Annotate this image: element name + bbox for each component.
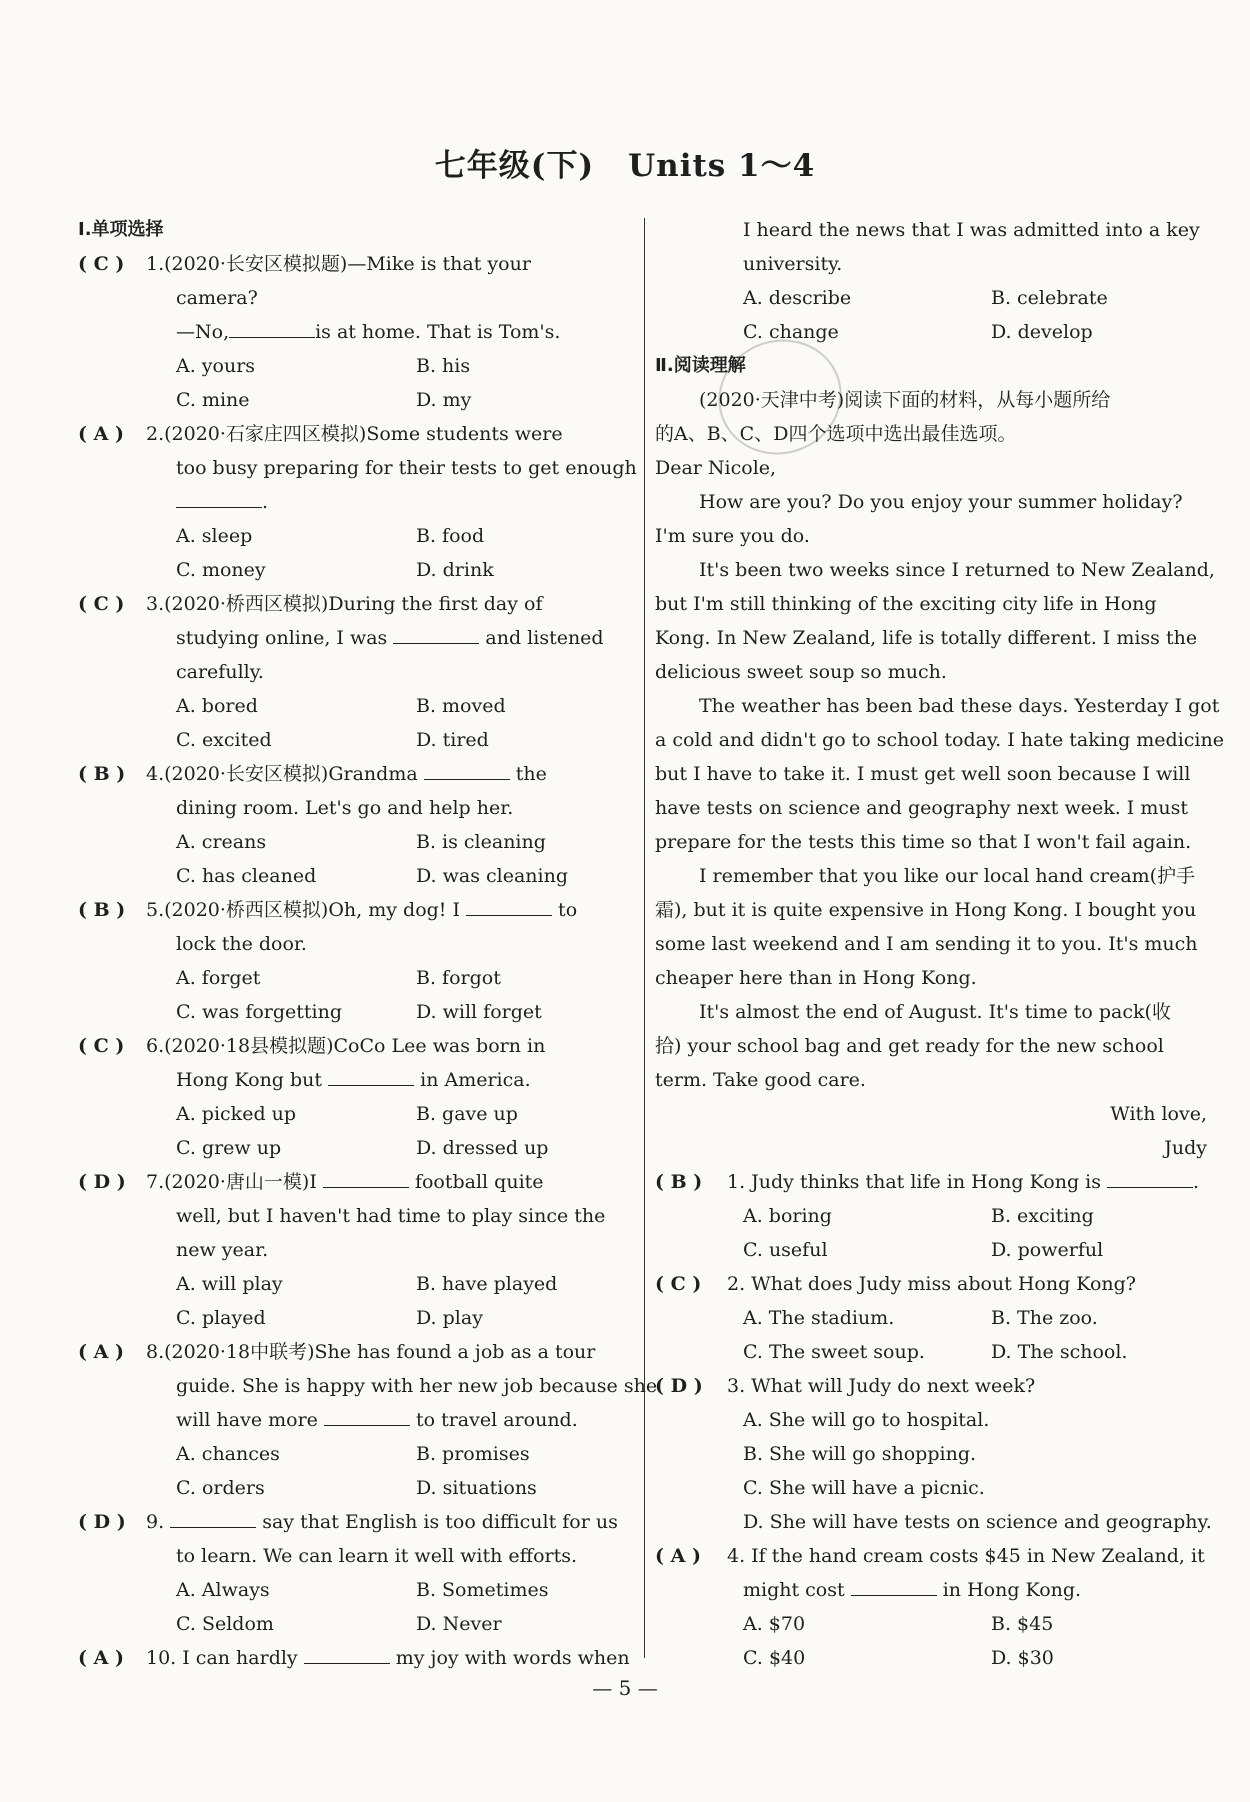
letter-line: have tests on science and geography next week. I must	[655, 797, 1188, 819]
letter-line: It's almost the end of August. It's time to pack(收	[699, 1001, 1171, 1023]
option-row	[78, 519, 633, 553]
answer-key: ( B )	[78, 763, 126, 785]
option: B. Sometimes	[416, 1579, 549, 1601]
option-row	[655, 1301, 1211, 1335]
option: D. play	[416, 1307, 483, 1329]
option-row	[78, 1471, 633, 1505]
letter-line: cheaper here than in Hong Kong.	[655, 967, 977, 989]
option-row	[655, 1199, 1211, 1233]
letter-line: term. Take good care.	[655, 1069, 866, 1091]
option: B. moved	[416, 695, 506, 717]
question-text: will have more	[176, 1409, 324, 1431]
letter-line: I remember that you like our local hand cream(护手	[699, 865, 1196, 887]
question-text: 3.(2020·桥西区模拟)During the first day of	[146, 593, 543, 615]
question-continuation: well, but I haven't had time to play since the	[176, 1205, 606, 1227]
answer-blank	[328, 1063, 414, 1086]
letter-line: Kong. In New Zealand, life is totally different. I miss the	[655, 627, 1198, 649]
option: D. my	[416, 389, 472, 411]
answer-key: ( C )	[78, 253, 125, 275]
option: D. $30	[991, 1647, 1054, 1669]
answer-blank	[1107, 1165, 1193, 1188]
option: D. tired	[416, 729, 489, 751]
question-continuation	[78, 621, 633, 655]
question-text: —No,	[176, 321, 230, 343]
answer-blank	[323, 1165, 409, 1188]
question-line	[655, 1539, 1211, 1573]
option-row	[78, 1437, 633, 1471]
question-continuation: too busy preparing for their tests to get enough	[176, 457, 637, 479]
answer-blank	[851, 1573, 937, 1596]
option-row	[78, 859, 633, 893]
option-row	[78, 1097, 633, 1131]
section-heading-choice: Ⅰ.单项选择	[78, 219, 164, 240]
option: A. boring	[743, 1205, 832, 1227]
question-text: 4.(2020·长安区模拟)Grandma	[146, 763, 424, 785]
option-row	[78, 383, 633, 417]
question-continuation	[78, 1063, 633, 1097]
option-row	[78, 1573, 633, 1607]
letter-line: The weather has been bad these days. Yesterday I got	[699, 695, 1220, 717]
question-continuation: D. She will have tests on science and geography.	[743, 1511, 1212, 1533]
option-row	[78, 825, 633, 859]
option: C. mine	[176, 389, 250, 411]
answer-key: ( C )	[655, 1273, 702, 1295]
option-row	[78, 689, 633, 723]
option: C. was forgetting	[176, 1001, 343, 1023]
letter-line: How are you? Do you enjoy your summer holiday?	[699, 491, 1183, 513]
question-text: 1.(2020·长安区模拟题)—Mike is that your	[146, 253, 531, 275]
units-title: Units 1～4	[628, 148, 816, 184]
answer-key: ( A )	[78, 1341, 124, 1363]
option: D. will forget	[416, 1001, 542, 1023]
question-continuation: lock the door.	[176, 933, 307, 955]
question-continuation: to learn. We can learn it well with efforts.	[176, 1545, 578, 1567]
question-continuation: carefully.	[176, 661, 264, 683]
question-continuation	[78, 1403, 633, 1437]
question-continuation: dining room. Let's go and help her.	[176, 797, 514, 819]
option-row	[655, 1335, 1211, 1369]
answer-blank	[176, 485, 262, 508]
option: A. bored	[176, 695, 258, 717]
question-continuation: B. She will go shopping.	[743, 1443, 977, 1465]
option: C. $40	[743, 1647, 806, 1669]
question-text: might cost	[743, 1579, 851, 1601]
option-row	[78, 349, 633, 383]
question-line	[655, 1369, 1211, 1403]
question-line	[78, 893, 633, 927]
option-row	[655, 1641, 1211, 1675]
question-line	[78, 587, 633, 621]
option: A. describe	[743, 287, 852, 309]
question-line	[78, 417, 633, 451]
page-title	[0, 140, 1250, 185]
letter-closing: With love,	[1110, 1103, 1207, 1125]
answer-key: ( D )	[78, 1511, 126, 1533]
question-text: 7.(2020·唐山一模)I	[146, 1171, 323, 1193]
question-line	[78, 1505, 633, 1539]
question-text: the	[509, 763, 547, 785]
letter-line: I'm sure you do.	[655, 525, 810, 547]
option: C. The sweet soup.	[743, 1341, 925, 1363]
answer-blank	[466, 893, 552, 916]
option-row	[78, 1267, 633, 1301]
option-row	[655, 1607, 1211, 1641]
option: B. The zoo.	[991, 1307, 1098, 1329]
option: A. chances	[176, 1443, 280, 1465]
question-text: 10. I can hardly	[146, 1647, 304, 1669]
question-text: my joy with words when	[389, 1647, 630, 1669]
option: D. drink	[416, 559, 494, 581]
question-text: 3. What will Judy do next week?	[727, 1375, 1036, 1397]
question-text: to	[552, 899, 578, 921]
answer-key: ( B )	[78, 899, 126, 921]
question-continuation	[655, 1573, 1211, 1607]
answer-key: ( A )	[655, 1545, 701, 1567]
question-continuation	[78, 315, 633, 349]
option: B. have played	[416, 1273, 558, 1295]
option: C. money	[176, 559, 266, 581]
answer-key: ( C )	[78, 593, 125, 615]
question-text: football quite	[408, 1171, 544, 1193]
answer-blank	[229, 315, 315, 338]
option: B. food	[416, 525, 485, 547]
letter-line: a cold and didn't go to school today. I hate taking medicine	[655, 729, 1224, 751]
option: C. excited	[176, 729, 272, 751]
question-text: 9.	[146, 1511, 171, 1533]
question-text: .	[1193, 1171, 1200, 1193]
letter-line: delicious sweet soup so much.	[655, 661, 947, 683]
question-text: and listened	[479, 627, 604, 649]
letter-line: It's been two weeks since I returned to New Zealand,	[699, 559, 1215, 581]
question-text: .	[262, 491, 269, 513]
letter-line: 拾) your school bag and get ready for the new school	[655, 1035, 1164, 1057]
question-text: 5.(2020·桥西区模拟)Oh, my dog! I	[146, 899, 467, 921]
option: A. Always	[176, 1579, 270, 1601]
option: D. situations	[416, 1477, 537, 1499]
question-text: 2.(2020·石家庄四区模拟)Some students were	[146, 423, 563, 445]
question-text: 2. What does Judy miss about Hong Kong?	[727, 1273, 1136, 1295]
question-text: to travel around.	[409, 1409, 578, 1431]
option: C. has cleaned	[176, 865, 317, 887]
option: C. useful	[743, 1239, 828, 1261]
question-text: 8.(2020·18中联考)She has found a job as a tour	[146, 1341, 596, 1363]
answer-key: ( B )	[655, 1171, 703, 1193]
option: D. powerful	[991, 1239, 1104, 1261]
question-text: Hong Kong but	[176, 1069, 329, 1091]
option: A. creans	[176, 831, 267, 853]
option: C. played	[176, 1307, 266, 1329]
answer-blank	[170, 1505, 256, 1528]
column-divider	[644, 218, 645, 1658]
question-text: 4. If the hand cream costs $45 in New Zealand, it	[727, 1545, 1205, 1567]
option: A. forget	[176, 967, 261, 989]
option: A. The stadium.	[743, 1307, 895, 1329]
option: B. celebrate	[991, 287, 1108, 309]
option: B. exciting	[991, 1205, 1094, 1227]
right-column	[655, 213, 1224, 1675]
option: A. picked up	[176, 1103, 297, 1125]
question-text: in America.	[414, 1069, 531, 1091]
answer-key: ( C )	[78, 1035, 125, 1057]
option: C. change	[743, 321, 839, 343]
grade-title: 七年级(下)	[434, 148, 595, 184]
question-line	[78, 1335, 633, 1369]
option: B. promises	[416, 1443, 530, 1465]
option: C. Seldom	[176, 1613, 274, 1635]
question-continuation: camera?	[176, 287, 258, 309]
option: B. is cleaning	[416, 831, 546, 853]
option: C. grew up	[176, 1137, 282, 1159]
letter-signature: Judy	[1164, 1137, 1207, 1159]
option: D. Never	[416, 1613, 502, 1635]
letter-line: 霜), but it is quite expensive in Hong Kong. I bought you	[655, 899, 1197, 921]
question-text: say that English is too difficult for us	[256, 1511, 618, 1533]
option-row	[78, 553, 633, 587]
option: A. will play	[176, 1273, 283, 1295]
letter-line: but I have to take it. I must get well soon because I will	[655, 763, 1191, 785]
option: B. forgot	[416, 967, 501, 989]
question-line	[78, 1641, 633, 1675]
option: D. was cleaning	[416, 865, 569, 887]
option: C. orders	[176, 1477, 265, 1499]
question-continuation: I heard the news that I was admitted into a key	[743, 219, 1200, 241]
answer-blank	[393, 621, 479, 644]
option-row	[655, 1233, 1211, 1267]
option-row	[655, 315, 1211, 349]
option-row	[78, 1607, 633, 1641]
question-continuation: guide. She is happy with her new job because she	[176, 1375, 658, 1397]
instruction-line: (2020·天津中考)阅读下面的材料，从每小题所给	[699, 389, 1111, 411]
question-continuation: new year.	[176, 1239, 269, 1261]
question-line	[655, 1267, 1211, 1301]
option: B. his	[416, 355, 471, 377]
option: B. gave up	[416, 1103, 518, 1125]
question-line	[78, 247, 633, 281]
option: A. $70	[743, 1613, 806, 1635]
option: A. sleep	[176, 525, 253, 547]
question-line	[78, 1165, 633, 1199]
question-line	[78, 1029, 633, 1063]
option-row	[78, 723, 633, 757]
left-column	[78, 213, 658, 1675]
page-number: — 5 —	[592, 1676, 658, 1700]
question-continuation	[78, 485, 633, 519]
option: A. yours	[176, 355, 256, 377]
question-continuation: A. She will go to hospital.	[743, 1409, 990, 1431]
question-line	[78, 757, 633, 791]
letter-greeting: Dear Nicole,	[655, 457, 777, 479]
option-row	[655, 281, 1211, 315]
option: D. develop	[991, 321, 1093, 343]
answer-key: ( D )	[655, 1375, 703, 1397]
option-row	[78, 995, 633, 1029]
section-heading-reading: Ⅱ.阅读理解	[655, 355, 746, 376]
answer-key: ( A )	[78, 1647, 124, 1669]
question-continuation: C. She will have a picnic.	[743, 1477, 985, 1499]
letter-line: but I'm still thinking of the exciting city life in Hong	[655, 593, 1157, 615]
question-continuation: university.	[743, 253, 843, 275]
letter-line: some last weekend and I am sending it to you. It's much	[655, 933, 1198, 955]
option: D. dressed up	[416, 1137, 549, 1159]
question-text: 6.(2020·18县模拟题)CoCo Lee was born in	[146, 1035, 546, 1057]
answer-blank	[424, 757, 510, 780]
letter-line: prepare for the tests this time so that I won't fail again.	[655, 831, 1192, 853]
instruction-line: 的A、B、C、D四个选项中选出最佳选项。	[655, 423, 1017, 445]
answer-key: ( A )	[78, 423, 124, 445]
option-row	[78, 1131, 633, 1165]
answer-key: ( D )	[78, 1171, 126, 1193]
question-text: is at home. That is Tom's.	[315, 321, 561, 343]
option-row	[78, 1301, 633, 1335]
answer-blank	[324, 1403, 410, 1426]
option-row	[78, 961, 633, 995]
option: B. $45	[991, 1613, 1054, 1635]
question-text: 1. Judy thinks that life in Hong Kong is	[727, 1171, 1108, 1193]
answer-blank	[304, 1641, 390, 1664]
question-text: studying online, I was	[176, 627, 394, 649]
question-line	[655, 1165, 1211, 1199]
question-text: in Hong Kong.	[936, 1579, 1082, 1601]
option: D. The school.	[991, 1341, 1128, 1363]
